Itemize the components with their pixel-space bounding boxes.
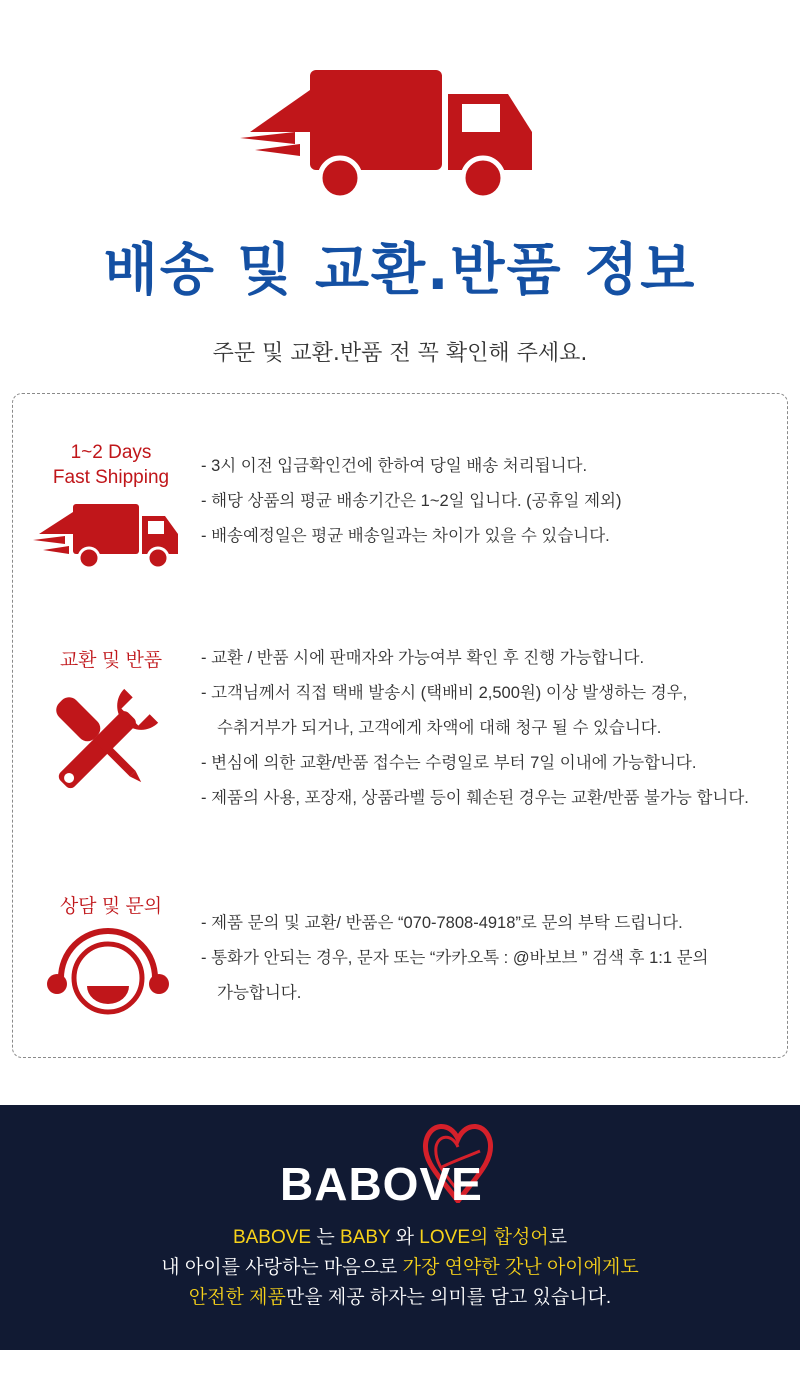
headset-icon [43, 926, 173, 1016]
plain-text: 로 [548, 1227, 568, 1248]
list-item: - 통화가 안되는 경우, 문자 또는 “카카오톡 : @바보브 ” 검색 후 1:1 문의 [201, 949, 709, 967]
list-item: - 고객님께서 직접 택배 발송시 (택배비 2,500원) 이상 발생하는 경우, [201, 684, 688, 702]
list-item: 수취거부가 되거나, 고객에게 차액에 대해 청구 될 수 있습니다. [217, 719, 662, 737]
highlight-text: BABOVE [232, 1227, 312, 1248]
highlight-text: 안전한 제품 [188, 1287, 286, 1308]
plain-text: 만을 제공 하자는 의미를 담고 있습니다. [285, 1287, 612, 1308]
shipping-label-line1: 1~2 Days [70, 442, 152, 463]
info-box [12, 393, 788, 1058]
exchange-lines [201, 641, 749, 816]
hero-truck-icon [240, 60, 540, 200]
shipping-label [21, 440, 201, 490]
page-title: 배송 및 교환.반품 정보 [103, 238, 697, 303]
exchange-label: 교환 및 반품 [59, 650, 163, 671]
tools-icon [43, 684, 163, 804]
plain-text: 내 아이를 사랑하는 마음으로 [161, 1257, 403, 1278]
shipping-lines [201, 449, 621, 554]
list-item: - 교환 / 반품 시에 판매자와 가능여부 확인 후 진행 가능합니다. [201, 649, 645, 667]
highlight-text: LOVE의 합성어 [419, 1227, 549, 1248]
list-item: 가능합니다. [217, 984, 302, 1002]
brand-description-line3 [0, 1283, 800, 1313]
brand-logo-text: BABOVE [280, 1158, 483, 1210]
shipping-label-line2: Fast Shipping [52, 467, 170, 488]
list-item: - 제품 문의 및 교환/ 반품은 “070-7808-4918”로 문의 부탁 드립니다. [201, 914, 683, 932]
list-item: - 배송예정일은 평균 배송일과는 차이가 있을 수 있습니다. [201, 527, 610, 545]
list-item: - 3시 이전 입금확인건에 한하여 당일 배송 처리됩니다. [201, 457, 588, 475]
plain-text: 는 [311, 1227, 341, 1248]
highlight-text: BABY [340, 1227, 391, 1248]
list-item: - 변심에 의한 교환/반품 접수는 수령일로 부터 7일 이내에 가능합니다. [201, 754, 697, 772]
plain-text: 와 [390, 1227, 420, 1248]
list-item: - 해당 상품의 평균 배송기간은 1~2일 입니다. (공휴일 제외) [201, 492, 622, 510]
contact-lines [201, 906, 708, 1011]
highlight-text: 가장 연약한 갓난 아이에게도 [402, 1257, 639, 1278]
brand-description-line2 [0, 1253, 800, 1283]
page-subtitle: 주문 및 교환.반품 전 꼭 확인해 주세요. [212, 341, 588, 366]
list-item: - 제품의 사용, 포장재, 상품라벨 등이 훼손된 경우는 교환/반품 불가능 합니다. [201, 789, 749, 807]
brand-logo [280, 1117, 525, 1210]
brand-footer [0, 1105, 800, 1350]
truck-icon [33, 500, 183, 570]
contact-label: 상담 및 문의 [59, 896, 163, 917]
brand-description-line1 [0, 1223, 800, 1253]
brand-description [0, 1223, 800, 1313]
